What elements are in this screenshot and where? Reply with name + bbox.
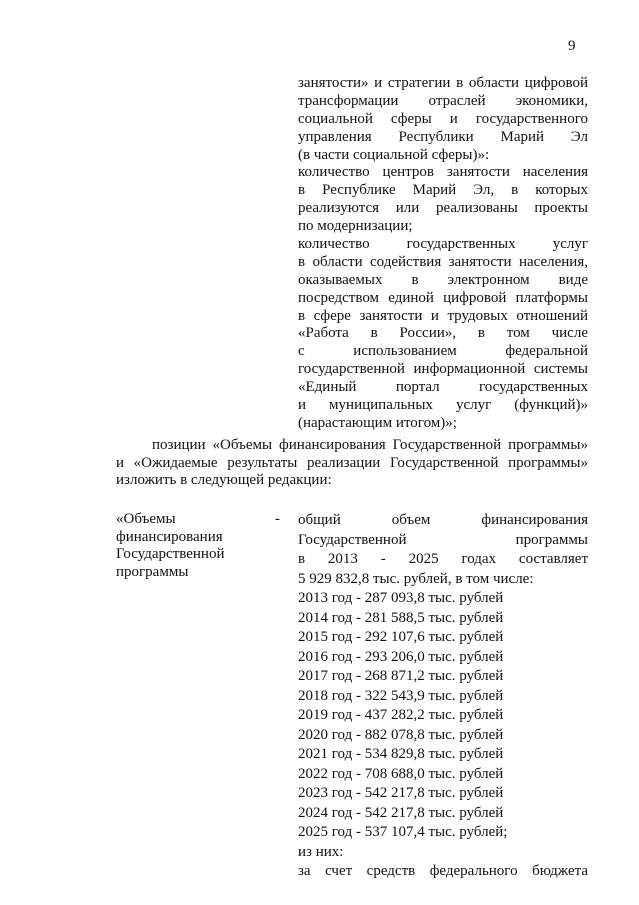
financing-line: 2022 год - 708 688,0 тыс. рублей: [298, 765, 504, 782]
financing-label-line: Государственной: [116, 546, 225, 562]
text-line: в области содействия занятости населения,: [298, 253, 588, 270]
text-line: и муниципальных услуг (функций)»: [298, 397, 588, 414]
financing-label-line: «Объемы: [116, 511, 176, 527]
continued-indicators-text: [298, 75, 588, 433]
financing-line: 2020 год - 882 078,8 тыс. рублей: [298, 726, 504, 743]
financing-line: из них:: [298, 843, 344, 860]
financing-line: 2021 год - 534 829,8 тыс. рублей: [298, 746, 504, 762]
text-line: государственной информационной системы: [298, 361, 588, 378]
financing-line: 2016 год - 293 206,0 тыс. рублей: [298, 648, 504, 665]
page-number: 9: [568, 38, 576, 54]
paragraph-line: позиции «Объемы финансирования Государственной программы»: [152, 437, 588, 453]
text-line: трансформации отраслей экономики,: [298, 92, 588, 109]
label-dash: -: [275, 511, 280, 527]
financing-line: 2013 год - 287 093,8 тыс. рублей: [298, 590, 504, 606]
text-line: управления Республики Марий Эл: [298, 128, 588, 145]
text-line: в сфере занятости и трудовых отношений: [298, 307, 588, 324]
text-line: социальной сферы и государственного: [298, 110, 588, 127]
text-line: в Республике Марий Эл, в которых: [298, 182, 588, 199]
financing-label-line: финансирования: [116, 528, 223, 545]
financing-line: 2023 год - 542 217,8 тыс. рублей: [298, 785, 504, 801]
financing-line: 2018 год - 322 543,9 тыс. рублей: [298, 687, 504, 704]
financing-line: 5 929 832,8 тыс. рублей, в том числе:: [298, 570, 534, 587]
financing-line: 2025 год - 537 107,4 тыс. рублей;: [298, 824, 508, 840]
amendment-paragraph: [116, 437, 588, 490]
financing-line: Государственной программы: [298, 531, 588, 548]
text-line: занятости» и стратегии в области цифровой: [298, 75, 588, 91]
text-line: (в части социальной сферы)»:: [298, 146, 490, 163]
paragraph-line: изложить в следующей редакции:: [116, 472, 332, 488]
financing-line: 2019 год - 437 282,2 тыс. рублей: [298, 707, 504, 723]
text-line: «Единый портал государственных: [298, 379, 588, 396]
financing-line: 2017 год - 268 871,2 тыс. рублей: [298, 668, 504, 684]
financing-label-line: программы: [116, 563, 189, 580]
financing-line: 2015 год - 292 107,6 тыс. рублей: [298, 629, 504, 645]
financing-line: в 2013 - 2025 годах составляет: [298, 551, 588, 567]
text-line: реализуются или реализованы проекты: [298, 200, 588, 217]
text-line: посредством единой цифровой платформы: [298, 289, 588, 306]
paragraph-line: и «Ожидаемые результаты реализации Государственной программы»: [116, 454, 588, 471]
text-line: с использованием федеральной: [298, 343, 588, 360]
text-line: (нарастающим итогом)»;: [298, 414, 457, 431]
financing-line: общий объем финансирования: [298, 512, 588, 528]
text-line: оказываемых в электронном виде: [298, 271, 588, 288]
text-line: по модернизации;: [298, 218, 413, 235]
financing-label: [116, 511, 256, 581]
text-line: количество государственных услуг: [298, 236, 588, 253]
financing-text: [298, 511, 588, 882]
financing-line: 2014 год - 281 588,5 тыс. рублей: [298, 609, 504, 626]
financing-line: за счет средств федерального бюджета: [298, 863, 588, 879]
text-line: «Работа в России», в том числе: [298, 325, 588, 342]
text-line: количество центров занятости населения: [298, 164, 588, 181]
financing-line: 2024 год - 542 217,8 тыс. рублей: [298, 804, 504, 821]
